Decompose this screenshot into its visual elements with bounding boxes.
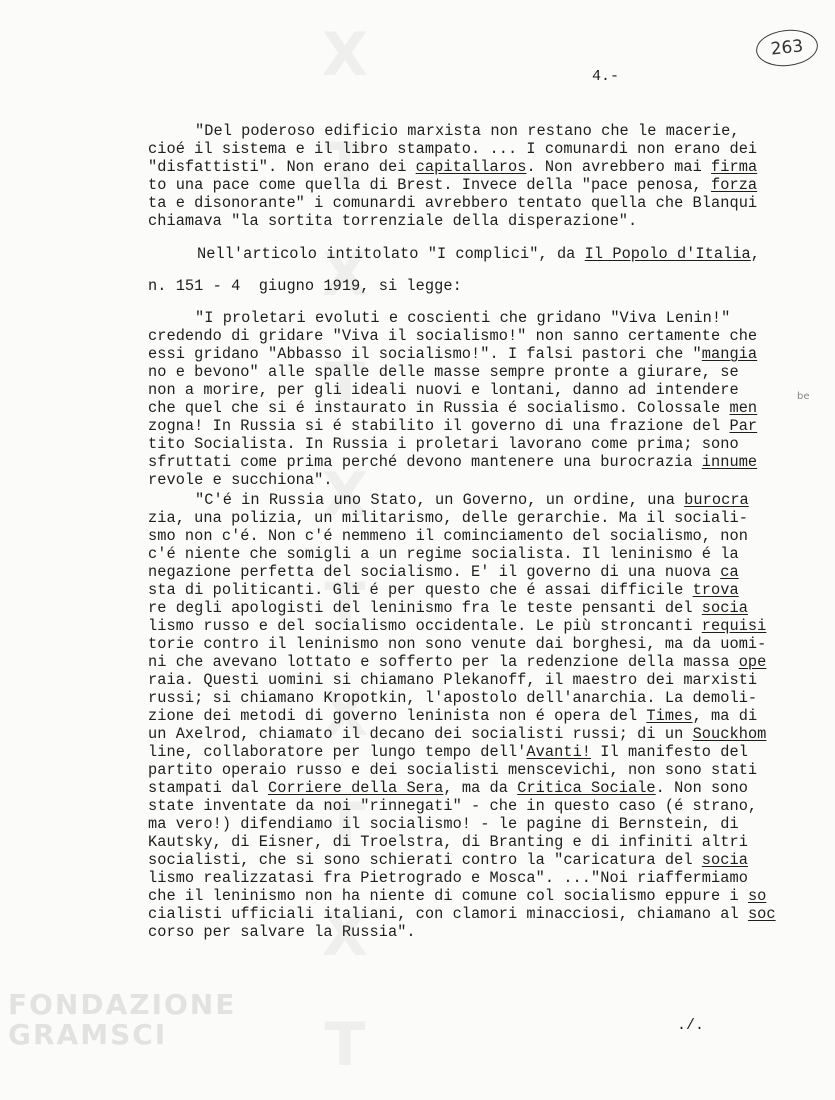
underlined-text: Il Popolo d'Italia <box>584 245 751 263</box>
text-line <box>148 797 757 815</box>
underlined-text: socia <box>701 599 748 617</box>
text-line <box>148 381 739 399</box>
text-line <box>148 617 766 635</box>
text-segment: Kautsky, di Eisner, di Troelstra, di Branting e di infiniti altri <box>148 833 748 851</box>
underlined-text: capitallaros <box>415 158 527 176</box>
underlined-text: innume <box>701 453 758 471</box>
text-line <box>148 194 757 212</box>
text-segment: n. 151 - 4 giugno 1919, si legge: <box>148 277 462 295</box>
underlined-text: trova <box>692 581 739 599</box>
text-line <box>148 653 766 671</box>
text-segment: to una pace come quella di Brest. Invece della "pace penosa, <box>148 176 712 194</box>
text-line <box>148 815 739 833</box>
text-segment: "Del poderoso edificio marxista non restano che le macerie, <box>195 122 740 140</box>
text-segment: "I proletari evoluti e coscienti che gridano "Viva Lenin!" <box>195 309 731 327</box>
text-segment: zione dei metodi di governo leninista non é opera del <box>148 707 647 725</box>
text-line <box>148 779 748 797</box>
underlined-text: ope <box>738 653 767 671</box>
text-line <box>195 309 730 327</box>
underlined-text: Corriere della Sera <box>268 779 444 797</box>
text-segment: state inventate da noi "rinnegati" - che in questo caso (é strano, <box>148 797 758 815</box>
text-line <box>148 923 416 941</box>
text-line <box>148 545 739 563</box>
underlined-text: soc <box>747 905 776 923</box>
text-line <box>148 471 333 489</box>
side-mark: be <box>797 391 810 402</box>
archive-number: 263 <box>769 36 805 60</box>
text-line <box>148 453 757 471</box>
underlined-text: men <box>729 399 758 417</box>
text-segment: , <box>750 245 761 263</box>
underlined-text: firma <box>711 158 758 176</box>
text-line <box>148 327 757 345</box>
watermark-line: GRAMSCI <box>8 1018 168 1051</box>
text-segment: . Non avrebbero mai <box>526 158 712 176</box>
text-segment: zogna! In Russia si é stabilito il governo di una frazione del <box>148 417 730 435</box>
text-segment: cialisti ufficiali italiani, con clamori minacciosi, chiamano al <box>148 905 748 923</box>
continuation-mark: ./. <box>677 1017 705 1034</box>
text-segment: non a morire, per gli ideali nuovi e lontani, danno ad intendere <box>148 381 739 399</box>
text-segment: che il leninismo non ha niente di comune col socialismo eppure i <box>148 887 748 905</box>
text-line <box>148 363 739 381</box>
text-line <box>148 140 757 158</box>
text-segment: smo non c'é. Non c'é nemmeno il cominciamento del socialismo, non <box>148 527 748 545</box>
text-segment: lismo realizzatasi fra Pietrogrado e Mosca". ..."Noi riaffermiamo <box>148 869 748 887</box>
text-segment: negazione perfetta del socialismo. E' il governo di una nuova <box>148 563 721 581</box>
text-segment: socialisti, che si sono schierati contro la "caricatura del <box>148 851 702 869</box>
text-segment: russi; si chiamano Kropotkin, l'apostolo dell'anarchia. La demoli- <box>148 689 758 707</box>
text-segment: essi gridano "Abbasso il socialismo!". I falsi pastori che " <box>148 345 702 363</box>
text-segment: no e bevono" alle spalle delle masse sempre pronte a giurare, se <box>148 363 739 381</box>
text-segment: zia, una polizia, un militarismo, delle gerarchie. Ma il sociali- <box>148 509 748 527</box>
underlined-text: Critica Sociale <box>517 779 656 797</box>
underlined-text: mangia <box>701 345 758 363</box>
text-line <box>148 176 757 194</box>
text-segment: partito operaio russo e dei socialisti menscevichi, non sono stati <box>148 761 758 779</box>
text-line <box>148 435 739 453</box>
text-line <box>195 122 740 140</box>
text-segment: line, collaboratore per lungo tempo dell' <box>148 743 527 761</box>
text-segment: c'é niente che somigli a un regime socialista. Il leninismo é la <box>148 545 739 563</box>
text-segment: credendo di gridare "Viva il socialismo!" non sanno certamente che <box>148 327 758 345</box>
fondazione-gramsci-watermark <box>8 990 236 1050</box>
text-line <box>148 743 748 761</box>
text-segment: . Non sono <box>655 779 748 797</box>
text-line <box>148 345 757 363</box>
text-line <box>148 417 757 435</box>
underlined-text: Times <box>646 707 693 725</box>
text-segment: revole e succhiona". <box>148 471 333 489</box>
text-line <box>148 599 748 617</box>
text-segment: che quel che si é instaurato in Russia é socialismo. Colossale <box>148 399 730 417</box>
underlined-text: requisi <box>701 617 767 635</box>
text-line <box>148 869 748 887</box>
text-segment: , ma di <box>692 707 758 725</box>
text-line <box>148 509 748 527</box>
text-line <box>197 245 760 263</box>
text-line <box>148 399 757 417</box>
text-line <box>148 671 757 689</box>
text-segment: sta di politicanti. Gli é per questo che é assai difficile <box>148 581 693 599</box>
text-segment: torie contro il leninismo non sono venute dai borghesi, ma da uomi- <box>148 635 767 653</box>
text-segment: re degli apologisti del leninismo fra le teste pensanti del <box>148 599 702 617</box>
underlined-text: so <box>747 887 767 905</box>
text-segment: sfruttati come prima perché devono mantenere una burocrazia <box>148 453 702 471</box>
text-line <box>148 581 739 599</box>
background-watermark-strip: X T X T X T X T X T <box>321 20 369 1080</box>
archive-number-stamp <box>754 27 819 69</box>
text-line <box>148 761 757 779</box>
underlined-text: forza <box>711 176 758 194</box>
text-line <box>148 563 739 581</box>
text-line <box>148 707 757 725</box>
text-line <box>195 491 749 509</box>
text-segment: lismo russo e del socialismo occidentale. Le più stroncanti <box>148 617 702 635</box>
text-segment: tito Socialista. In Russia i proletari lavorano come prima; sono <box>148 435 739 453</box>
text-segment: Nell'articolo intitolato "I complici", da <box>197 245 585 263</box>
text-segment: "disfattisti". Non erano dei <box>148 158 416 176</box>
underlined-text: burocra <box>684 491 749 509</box>
text-segment: ta e disonorante" i comunardi avrebbero tentato quella che Blanqui <box>148 194 758 212</box>
text-segment: stampati dal <box>148 779 268 797</box>
text-segment: , ma da <box>443 779 518 797</box>
text-segment: ma vero!) difendiamo il socialismo! - le pagine di Bernstein, di <box>148 815 739 833</box>
page-number: 4.- <box>592 68 620 85</box>
text-line <box>148 905 776 923</box>
text-segment: un Axelrod, chiamato il decano dei socialisti russi; di un <box>148 725 693 743</box>
text-segment: Il manifesto del <box>591 743 748 761</box>
underlined-text: Souckhom <box>692 725 767 743</box>
text-line <box>148 212 637 230</box>
underlined-text: Par <box>729 417 758 435</box>
text-line <box>148 158 757 176</box>
text-line <box>148 725 766 743</box>
text-line <box>148 277 462 295</box>
text-segment: corso per salvare la Russia". <box>148 923 416 941</box>
text-segment: ni che avevano lottato e sofferto per la redenzione della massa <box>148 653 739 671</box>
underlined-text: Avanti! <box>526 743 592 761</box>
text-segment: cioé il sistema e il libro stampato. ... I comunardi non erano dei <box>148 140 758 158</box>
text-line <box>148 851 748 869</box>
underlined-text: ca <box>720 563 739 581</box>
text-segment: "C'é in Russia uno Stato, un Governo, un ordine, una <box>195 491 685 509</box>
text-segment: raia. Questi uomini si chiamano Plekanoff, il maestro dei marxisti <box>148 671 758 689</box>
watermark-line: FONDAZIONE <box>8 988 237 1021</box>
text-line <box>148 833 748 851</box>
text-line <box>148 527 748 545</box>
text-line <box>148 887 766 905</box>
text-line <box>148 689 757 707</box>
text-line <box>148 635 766 653</box>
text-segment: chiamava "la sortita torrenziale della disperazione". <box>148 212 638 230</box>
underlined-text: socia <box>701 851 748 869</box>
